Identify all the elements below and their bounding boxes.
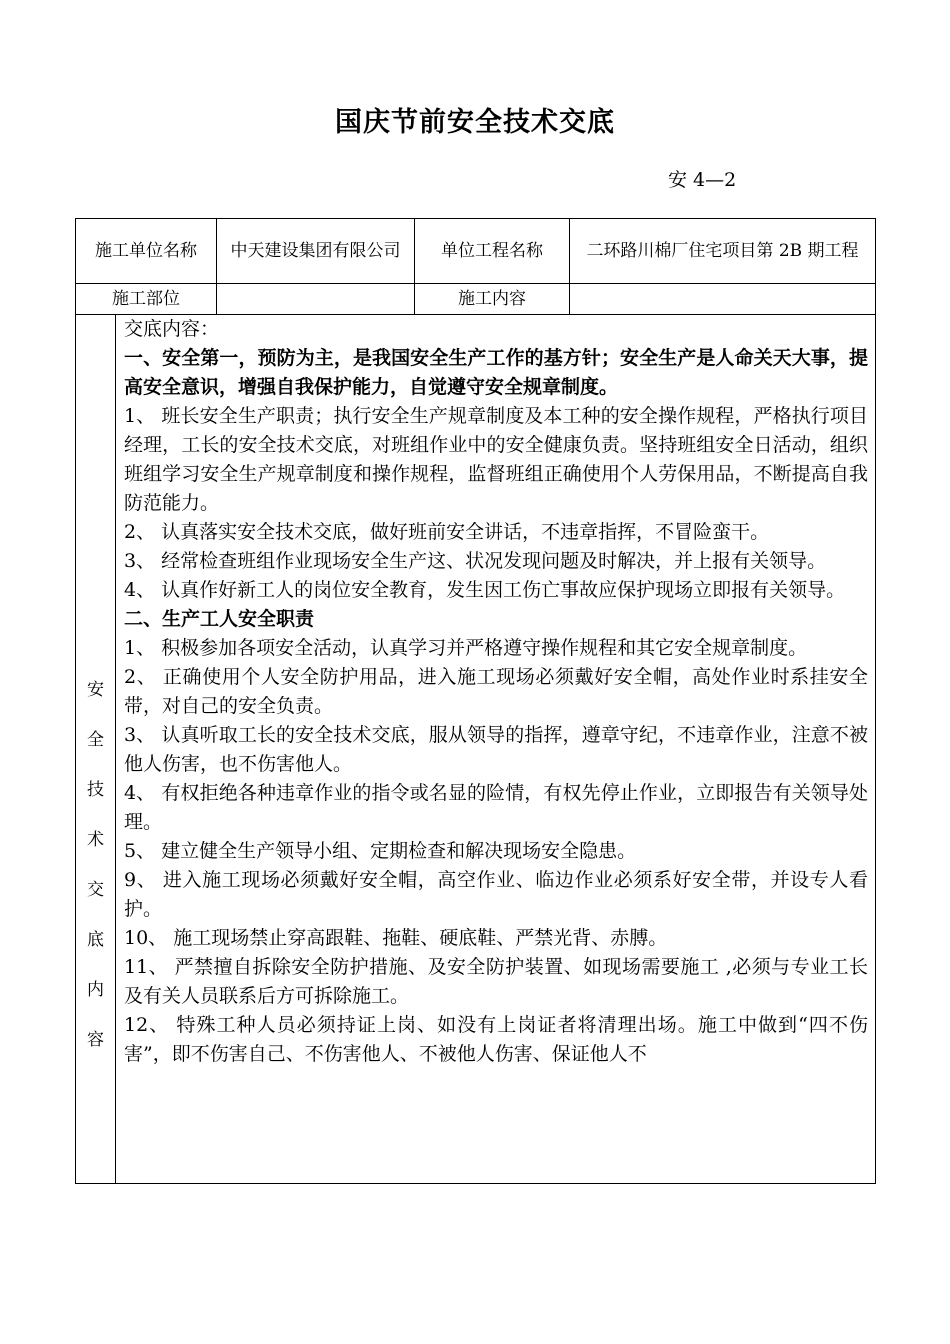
side-char: 底 — [87, 930, 104, 950]
table-row — [76, 219, 876, 284]
unit-name-value: 中天建设集团有限公司 — [217, 219, 415, 284]
content-paragraph: 1、 班长安全生产职责；执行安全生产规章制度及本工种的安全操作规程，严格执行项目经理，工长的安全技术交底，对班组作业中的安全健康负责。坚持班组安全日活动，组织班组学习安全生产规章制度和操作规程，监督班组正确使用个人劳保用品，不断提高自我防范能力。 — [124, 405, 868, 514]
disclosure-content-cell — [116, 315, 876, 1184]
table-row — [76, 284, 876, 315]
construction-content-label: 施工内容 — [415, 284, 570, 315]
unit-name-label: 施工单位名称 — [76, 219, 217, 284]
content-paragraph: 2、 认真落实安全技术交底，做好班前安全讲话，不违章指挥，不冒险蛮干。 — [124, 521, 770, 543]
side-char: 内 — [87, 980, 104, 1000]
project-name-label: 单位工程名称 — [415, 219, 570, 284]
side-char: 安 — [87, 680, 104, 700]
construction-part-value — [217, 284, 415, 315]
side-char: 交 — [87, 880, 104, 900]
content-paragraph: 11、 严禁擅自拆除安全防护措施、及安全防护装置、如现场需要施工 ,必须与专业工长及有关人员联系后方可拆除施工。 — [124, 956, 868, 1007]
content-paragraph: 2、 正确使用个人安全防护用品，进入施工现场必须戴好安全帽，高处作业时系挂安全带，对自己的安全负责。 — [124, 666, 868, 717]
content-paragraph: 10、 施工现场禁止穿高跟鞋、拖鞋、硬底鞋、严禁光背、赤膊。 — [124, 927, 668, 949]
side-char: 术 — [87, 830, 104, 850]
content-paragraph: 4、 认真作好新工人的岗位安全教育，发生因工伤亡事故应保护现场立即报有关领导。 — [124, 579, 846, 601]
side-label — [76, 433, 115, 1065]
side-char: 容 — [87, 1030, 104, 1050]
content-paragraph: 3、 认真听取工长的安全技术交底，服从领导的指挥，遵章守纪，不违章作业，注意不被他人伤害，也不伤害他人。 — [124, 724, 868, 775]
content-paragraph: 4、 有权拒绝各种违章作业的指令或名显的险情，有权先停止作业，立即报告有关领导处理。 — [124, 782, 868, 833]
side-label-cell — [76, 315, 116, 1184]
content-paragraph: 一、安全第一，预防为主，是我国安全生产工作的基方针；安全生产是人命关天大事，提高安全意识，增强自我保护能力，自觉遵守安全规章制度。 — [124, 347, 868, 398]
side-char: 技 — [87, 780, 104, 800]
content-paragraph: 1、 积极参加各项安全活动，认真学习并严格遵守操作规程和其它安全规章制度。 — [124, 637, 808, 659]
construction-content-value — [570, 284, 876, 315]
content-heading: 交底内容： — [124, 318, 220, 340]
disclosure-content — [116, 315, 875, 1183]
content-paragraph: 12、 特殊工种人员必须持证上岗、如没有上岗证者将清理出场。施工中做到“四不伤害”，即不伤害自己、不伤害他人、不被他人伤害、保证他人不 — [124, 1014, 868, 1065]
construction-part-label: 施工部位 — [76, 284, 217, 315]
section-heading: 二、生产工人安全职责 — [124, 608, 315, 630]
document-title: 国庆节前安全技术交底 — [335, 107, 615, 138]
content-paragraph: 9、 进入施工现场必须戴好安全帽，高空作业、临边作业必须系好安全带，并设专人看护。 — [124, 869, 868, 920]
table-row — [76, 315, 876, 1184]
document-number: 安 4—2 — [668, 169, 737, 191]
content-paragraph: 3、 经常检查班组作业现场安全生产这、状况发现问题及时解决，并上报有关领导。 — [124, 550, 827, 572]
disclosure-table — [75, 218, 876, 1184]
side-char: 全 — [87, 730, 104, 750]
content-paragraph: 5、 建立健全生产领导小组、定期检查和解决现场安全隐患。 — [124, 840, 637, 862]
project-name-value: 二环路川棉厂住宅项目第 2B 期工程 — [570, 219, 876, 284]
